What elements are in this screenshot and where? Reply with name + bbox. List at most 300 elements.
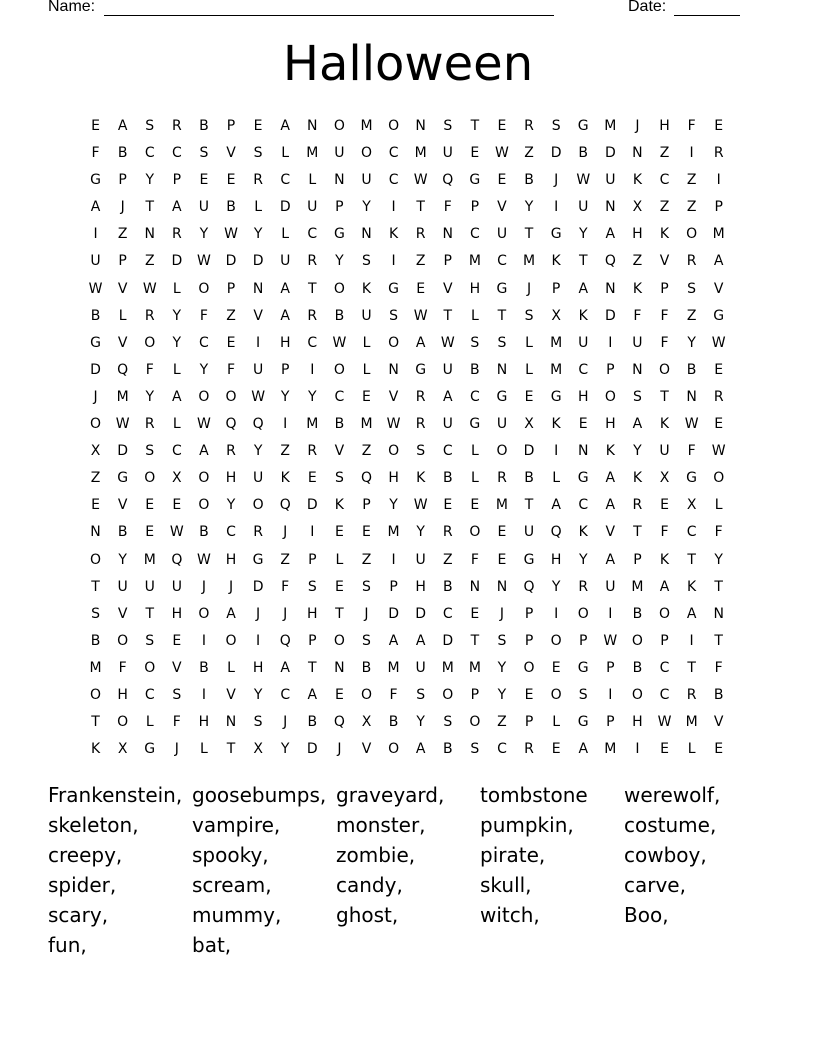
grid-letter[interactable]: F [226,361,236,378]
grid-letter[interactable]: Z [90,470,101,487]
grid-letter[interactable]: P [633,551,642,568]
grid-letter[interactable]: E [145,497,155,514]
grid-letter[interactable]: Z [280,551,290,568]
grid-letter[interactable]: J [174,741,179,758]
grid-letter[interactable]: P [335,199,344,216]
grid-letter[interactable]: O [360,686,372,703]
grid-letter[interactable]: P [714,199,723,216]
grid-letter[interactable]: J [283,524,288,541]
grid-letter[interactable]: A [415,741,426,758]
grid-letter[interactable]: P [470,199,480,216]
grid-letter[interactable]: E [443,497,453,514]
grid-letter[interactable]: A [172,199,182,216]
grid-letter[interactable]: O [198,605,210,622]
grid-letter[interactable]: O [388,334,400,351]
grid-letter[interactable]: U [252,470,264,487]
grid-letter[interactable]: A [605,470,616,487]
grid-letter[interactable]: E [470,145,480,162]
grid-letter[interactable]: M [685,714,698,731]
grid-letter[interactable]: F [118,659,127,676]
grid-letter[interactable]: W [413,172,428,189]
grid-letter[interactable]: P [579,632,588,649]
grid-letter[interactable]: K [416,470,426,487]
grid-letter[interactable]: V [117,280,128,297]
grid-letter[interactable]: D [279,199,291,216]
grid-letter[interactable]: B [388,714,399,731]
grid-letter[interactable]: F [91,145,100,162]
grid-letter[interactable]: C [469,388,480,405]
grid-letter[interactable]: S [389,307,399,324]
grid-letter[interactable]: T [660,388,669,405]
grid-letter[interactable]: R [144,307,155,324]
grid-letter[interactable]: O [388,741,400,758]
grid-letter[interactable]: S [253,145,263,162]
grid-letter[interactable]: O [144,470,156,487]
grid-letter[interactable]: N [334,659,345,676]
grid-letter[interactable]: D [415,605,427,622]
grid-letter[interactable]: D [604,307,616,324]
grid-letter[interactable]: N [605,280,616,297]
grid-letter[interactable]: Z [524,145,534,162]
grid-letter[interactable]: P [226,118,236,134]
grid-letter[interactable]: O [225,632,237,649]
grid-letter[interactable]: U [578,334,589,351]
grid-letter[interactable]: N [415,118,426,134]
grid-letter[interactable]: R [171,118,182,134]
grid-letter[interactable]: A [280,280,290,297]
grid-letter[interactable]: I [283,416,288,433]
grid-letter[interactable]: X [117,741,128,758]
grid-letter[interactable]: E [226,334,236,351]
grid-letter[interactable]: S [334,470,344,487]
grid-letter[interactable]: M [604,741,617,758]
grid-letter[interactable]: X [253,741,263,758]
grid-letter[interactable]: L [172,280,181,297]
grid-letter[interactable]: P [606,361,615,378]
grid-letter[interactable]: A [226,605,236,622]
grid-letter[interactable]: Q [171,551,183,568]
grid-letter[interactable]: N [225,714,237,731]
grid-letter[interactable]: Z [686,307,697,324]
grid-letter[interactable]: R [686,253,697,270]
grid-letter[interactable]: D [117,443,129,460]
grid-letter[interactable]: A [632,416,643,433]
grid-letter[interactable]: L [308,172,317,189]
grid-letter[interactable]: C [578,361,589,378]
grid-letter[interactable]: O [577,605,589,622]
grid-letter[interactable]: P [606,659,615,676]
grid-letter[interactable]: H [171,605,183,622]
grid-letter[interactable]: H [225,470,237,487]
grid-letter[interactable]: E [524,686,534,703]
grid-letter[interactable]: V [117,605,128,622]
grid-letter[interactable]: E [334,686,344,703]
grid-letter[interactable]: G [550,226,562,243]
grid-letter[interactable]: B [578,145,589,162]
grid-letter[interactable]: E [578,416,588,433]
grid-letter[interactable]: E [172,497,182,514]
grid-letter[interactable]: B [361,659,372,676]
grid-letter[interactable]: P [172,172,182,189]
grid-letter[interactable]: O [442,686,454,703]
grid-letter[interactable]: P [524,714,534,731]
grid-letter[interactable]: L [281,145,290,162]
grid-letter[interactable]: L [254,199,263,216]
grid-letter[interactable]: Y [308,388,317,405]
grid-letter[interactable]: E [334,578,344,595]
name-blank-line[interactable] [104,15,554,16]
grid-letter[interactable]: N [252,280,264,297]
grid-letter[interactable]: T [633,524,642,541]
grid-letter[interactable]: F [687,118,696,134]
grid-letter[interactable]: M [387,659,400,676]
grid-letter[interactable]: O [90,551,102,568]
grid-letter[interactable]: J [228,578,234,595]
grid-letter[interactable]: R [307,307,318,324]
grid-letter[interactable]: R [713,388,724,405]
grid-letter[interactable]: D [523,443,535,460]
grid-letter[interactable]: E [714,741,724,758]
grid-letter[interactable]: D [388,605,399,622]
grid-letter[interactable]: C [388,145,399,162]
grid-letter[interactable]: H [415,578,426,595]
grid-letter[interactable]: S [253,714,263,731]
grid-letter[interactable]: D [604,145,616,162]
grid-letter[interactable]: D [252,253,264,270]
grid-letter[interactable]: O [90,686,102,703]
grid-letter[interactable]: Z [144,253,155,270]
grid-letter[interactable]: J [499,605,505,622]
grid-letter[interactable]: A [415,632,426,649]
grid-letter[interactable]: V [117,334,128,351]
grid-letter[interactable]: S [470,741,480,758]
grid-letter[interactable]: U [280,253,291,270]
grid-letter[interactable]: C [199,334,209,351]
grid-letter[interactable]: M [604,118,617,134]
grid-letter[interactable]: S [524,307,534,324]
grid-letter[interactable]: G [523,551,535,568]
grid-letter[interactable]: P [308,632,317,649]
grid-letter[interactable]: S [497,334,507,351]
grid-letter[interactable]: Y [497,686,507,703]
grid-letter[interactable]: R [144,416,155,433]
grid-letter[interactable]: G [117,470,129,487]
grid-letter[interactable]: A [659,578,670,595]
grid-letter[interactable]: F [145,361,154,378]
grid-letter[interactable]: B [334,307,345,324]
grid-letter[interactable]: H [577,388,589,405]
grid-letter[interactable]: C [469,226,480,243]
grid-letter[interactable]: W [413,497,428,514]
grid-letter[interactable]: U [496,226,508,243]
grid-letter[interactable]: Y [199,361,209,378]
grid-letter[interactable]: M [414,145,427,162]
grid-letter[interactable]: K [361,280,372,297]
grid-letter[interactable]: O [469,524,481,541]
grid-letter[interactable]: P [362,497,371,514]
grid-letter[interactable]: I [716,172,721,189]
grid-letter[interactable]: B [632,605,643,622]
grid-letter[interactable]: A [713,253,724,270]
grid-letter[interactable]: U [605,578,616,595]
grid-letter[interactable]: F [633,307,642,324]
grid-letter[interactable]: Y [578,551,588,568]
grid-letter[interactable]: P [443,253,452,270]
grid-letter[interactable]: O [252,497,264,514]
grid-letter[interactable]: S [172,686,182,703]
grid-letter[interactable]: M [306,145,319,162]
grid-letter[interactable]: B [442,741,453,758]
grid-letter[interactable]: V [605,524,616,541]
grid-letter[interactable]: C [280,686,291,703]
grid-letter[interactable]: N [632,145,643,162]
grid-letter[interactable]: T [145,605,155,622]
grid-letter[interactable]: M [306,416,319,433]
grid-letter[interactable]: T [687,659,696,676]
grid-letter[interactable]: E [497,524,507,541]
grid-letter[interactable]: C [280,172,291,189]
grid-letter[interactable]: Q [604,253,616,270]
grid-letter[interactable]: M [523,253,536,270]
grid-letter[interactable]: A [280,307,290,324]
grid-letter[interactable]: G [90,172,101,189]
grid-letter[interactable]: J [554,172,559,189]
grid-letter[interactable]: O [117,632,129,649]
grid-letter[interactable]: C [442,605,453,622]
grid-letter[interactable]: D [442,632,454,649]
grid-letter[interactable]: R [415,388,426,405]
grid-letter[interactable]: R [524,118,534,134]
grid-letter[interactable]: U [415,551,426,568]
grid-letter[interactable]: T [524,497,534,514]
grid-letter[interactable]: W [88,280,103,297]
grid-letter[interactable]: P [660,632,669,649]
grid-letter[interactable]: B [117,524,128,541]
grid-letter[interactable]: Y [335,253,344,270]
grid-letter[interactable]: C [171,145,182,162]
grid-letter[interactable]: W [684,416,699,433]
grid-letter[interactable]: K [90,741,101,758]
grid-letter[interactable]: E [551,741,561,758]
grid-letter[interactable]: E [660,497,669,514]
grid-letter[interactable]: Q [523,578,535,595]
grid-letter[interactable]: M [495,497,508,514]
grid-letter[interactable]: E [91,497,100,514]
grid-letter[interactable]: B [713,686,724,703]
grid-letter[interactable]: Y [172,307,182,324]
grid-letter[interactable]: A [686,605,697,622]
grid-letter[interactable]: H [279,334,291,351]
grid-letter[interactable]: U [659,443,670,460]
grid-letter[interactable]: L [470,443,479,460]
grid-letter[interactable]: E [470,497,480,514]
grid-letter[interactable]: B [90,307,101,324]
grid-letter[interactable]: H [659,118,670,134]
grid-letter[interactable]: R [415,416,426,433]
grid-letter[interactable]: M [116,388,129,405]
grid-letter[interactable]: Q [360,470,372,487]
grid-letter[interactable]: Z [659,145,670,162]
grid-letter[interactable]: U [334,145,345,162]
grid-letter[interactable]: S [578,686,588,703]
grid-letter[interactable]: Y [226,497,236,514]
grid-letter[interactable]: V [226,686,236,703]
grid-letter[interactable]: U [632,334,643,351]
grid-letter[interactable]: Y [362,199,371,216]
grid-letter[interactable]: Y [253,226,263,243]
grid-letter[interactable]: R [307,253,318,270]
grid-letter[interactable]: L [525,334,533,351]
grid-letter[interactable]: O [659,361,671,378]
grid-letter[interactable]: H [550,551,562,568]
grid-letter[interactable]: O [333,361,345,378]
grid-letter[interactable]: F [660,524,669,541]
grid-letter[interactable]: V [713,280,724,297]
grid-letter[interactable]: N [577,443,589,460]
grid-letter[interactable]: E [660,741,669,758]
grid-letter[interactable]: Z [226,307,236,324]
grid-letter[interactable]: R [253,172,263,189]
grid-letter[interactable]: O [469,714,481,731]
grid-letter[interactable]: F [443,199,452,216]
grid-letter[interactable]: B [686,361,697,378]
grid-letter[interactable]: G [388,280,399,297]
grid-letter[interactable]: E [145,524,155,541]
grid-letter[interactable]: E [226,172,236,189]
grid-letter[interactable]: T [145,199,155,216]
grid-letter[interactable]: S [497,632,507,649]
grid-letter[interactable]: O [550,632,562,649]
grid-letter[interactable]: U [605,172,616,189]
grid-letter[interactable]: I [554,199,559,216]
grid-letter[interactable]: W [413,307,428,324]
grid-letter[interactable]: U [252,361,264,378]
grid-letter[interactable]: I [256,334,261,351]
grid-letter[interactable]: T [470,632,480,649]
grid-letter[interactable]: O [144,659,156,676]
grid-letter[interactable]: K [334,497,344,514]
grid-letter[interactable]: J [283,714,288,731]
grid-letter[interactable]: C [659,659,670,676]
grid-letter[interactable]: C [659,172,670,189]
grid-letter[interactable]: J [635,118,640,134]
grid-letter[interactable]: Y [524,199,534,216]
grid-letter[interactable]: H [307,605,318,622]
grid-letter[interactable]: O [333,280,345,297]
grid-letter[interactable]: H [252,659,264,676]
grid-letter[interactable]: K [605,443,615,460]
grid-letter[interactable]: Q [252,416,264,433]
grid-letter[interactable]: J [283,605,288,622]
grid-letter[interactable]: V [713,714,724,731]
grid-letter[interactable]: B [632,659,643,676]
grid-letter[interactable]: B [524,172,534,189]
grid-letter[interactable]: W [224,226,238,243]
grid-letter[interactable]: G [577,714,589,731]
grid-letter[interactable]: G [496,280,508,297]
grid-letter[interactable]: G [713,307,725,324]
grid-letter[interactable]: A [605,551,616,568]
grid-letter[interactable]: G [144,741,156,758]
grid-letter[interactable]: K [388,226,399,243]
grid-letter[interactable]: B [199,118,209,134]
grid-letter[interactable]: B [199,524,209,541]
grid-letter[interactable]: B [334,416,345,433]
grid-letter[interactable]: A [605,226,616,243]
grid-letter[interactable]: X [632,199,643,216]
grid-letter[interactable]: T [497,307,507,324]
grid-letter[interactable]: Y [416,714,425,731]
grid-letter[interactable]: E [172,632,182,649]
grid-letter[interactable]: C [171,443,182,460]
grid-letter[interactable]: Q [442,172,454,189]
grid-letter[interactable]: M [631,578,644,595]
grid-letter[interactable]: R [307,443,318,460]
grid-letter[interactable]: O [550,686,562,703]
grid-letter[interactable]: T [470,118,480,134]
grid-letter[interactable]: H [632,226,643,243]
grid-letter[interactable]: C [334,388,345,405]
grid-letter[interactable]: V [226,145,236,162]
grid-letter[interactable]: Y [633,443,642,460]
grid-letter[interactable]: R [497,470,507,487]
grid-letter[interactable]: T [524,226,534,243]
grid-letter[interactable]: F [199,307,208,324]
grid-letter[interactable]: X [686,497,697,514]
grid-letter[interactable]: P [226,280,236,297]
grid-letter[interactable]: K [659,551,670,568]
grid-letter[interactable]: T [91,578,100,595]
grid-letter[interactable]: M [360,416,373,433]
grid-letter[interactable]: T [416,199,425,216]
grid-letter[interactable]: U [523,524,535,541]
grid-letter[interactable]: V [172,659,182,676]
grid-letter[interactable]: I [201,686,206,703]
grid-letter[interactable]: S [362,632,371,649]
grid-letter[interactable]: I [256,632,261,649]
grid-letter[interactable]: Z [686,199,697,216]
grid-letter[interactable]: F [172,714,181,731]
grid-letter[interactable]: T [714,632,723,649]
grid-letter[interactable]: O [90,416,102,433]
grid-letter[interactable]: U [442,416,453,433]
grid-letter[interactable]: Z [659,199,670,216]
grid-letter[interactable]: Y [578,226,588,243]
grid-letter[interactable]: S [91,605,100,622]
grid-letter[interactable]: L [335,551,344,568]
grid-letter[interactable]: S [632,388,642,405]
grid-letter[interactable]: K [578,307,588,324]
grid-letter[interactable]: E [497,118,507,134]
grid-letter[interactable]: B [90,632,101,649]
grid-letter[interactable]: C [442,443,453,460]
grid-letter[interactable]: O [388,443,400,460]
grid-letter[interactable]: G [469,416,481,433]
grid-letter[interactable]: B [307,714,318,731]
grid-letter[interactable]: O [496,443,508,460]
grid-letter[interactable]: V [388,388,399,405]
grid-letter[interactable]: P [524,632,534,649]
grid-letter[interactable]: L [687,741,696,758]
grid-letter[interactable]: L [172,361,181,378]
grid-letter[interactable]: W [711,443,726,460]
grid-letter[interactable]: L [552,470,561,487]
grid-letter[interactable]: O [333,632,345,649]
grid-letter[interactable]: E [362,524,371,541]
grid-letter[interactable]: O [631,632,643,649]
grid-letter[interactable]: P [389,578,398,595]
grid-letter[interactable]: L [470,470,479,487]
